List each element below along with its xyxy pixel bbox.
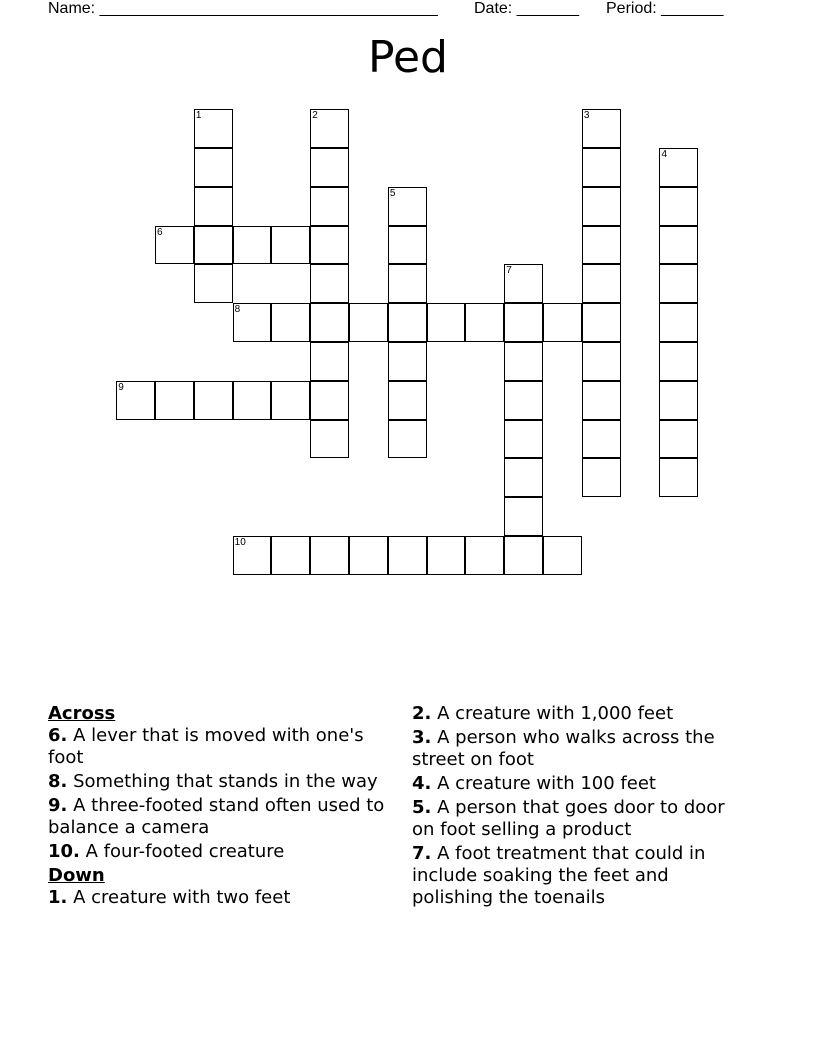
clue-number: 9 [118,381,124,393]
grid-cell[interactable] [388,187,427,226]
grid-cell[interactable] [504,303,543,342]
grid-cell[interactable] [582,420,621,459]
clue-item [412,703,752,725]
clue-text: A foot treatment that could in include soaking the feet and polishing the toenails [412,843,706,908]
grid-cell[interactable] [310,264,349,303]
grid-cell[interactable] [388,536,427,575]
grid-cell[interactable] [194,148,233,187]
clue-number: 8 [234,304,241,316]
grid-cell[interactable] [659,226,698,265]
grid-cell[interactable] [194,226,233,265]
grid-cell[interactable] [582,226,621,265]
grid-cell[interactable] [194,187,233,226]
grid-cell[interactable] [582,303,621,342]
grid-cell[interactable] [388,264,427,303]
down-heading: Down [48,865,105,886]
clue-text: A creature with 1,000 feet [437,703,674,724]
grid-cell[interactable] [310,303,349,342]
clue-item [412,797,752,841]
clue-text: A three-footed stand often used to balance a camera [48,795,385,838]
grid-cell[interactable] [582,187,621,226]
grid-cell[interactable] [388,303,427,342]
grid-cell[interactable] [582,148,621,187]
clue-number: 2 [312,110,318,122]
grid-cell[interactable] [310,381,349,420]
grid-cell[interactable] [659,458,698,497]
grid-cell[interactable] [504,420,543,459]
grid-cell[interactable] [349,536,388,575]
clue-item [48,841,388,863]
clue-number: 5 [389,187,396,199]
grid-cell[interactable] [582,109,621,148]
grid-cell[interactable] [233,226,272,265]
grid-cell[interactable] [659,342,698,381]
grid-cell[interactable] [388,226,427,265]
grid-cell[interactable] [155,226,194,265]
grid-cell[interactable] [310,148,349,187]
grid-cell[interactable] [349,303,388,342]
grid-cell[interactable] [271,381,310,420]
across-heading: Across [48,703,116,724]
grid-cell[interactable] [233,303,272,342]
grid-cell[interactable] [504,342,543,381]
grid-cell[interactable] [465,303,504,342]
clues-right-column [412,703,752,911]
clue-num: 4. [412,773,432,794]
clue-num: 9. [48,795,68,816]
clue-number: 1 [195,110,202,122]
grid-cell[interactable] [427,303,466,342]
grid-cell[interactable] [388,381,427,420]
clue-num: 3. [412,727,432,748]
clue-num: 1. [48,887,68,908]
grid-cell[interactable] [116,381,155,420]
clue-text: A person who walks across the street on foot [412,727,715,770]
grid-cell[interactable] [310,536,349,575]
clue-text: A creature with 100 feet [437,773,656,794]
clues-left-column [48,703,388,911]
clue-num: 6. [48,725,68,746]
across-clues [48,725,388,863]
clue-number: 6 [157,226,163,238]
grid-cell[interactable] [543,536,582,575]
name-field[interactable]: Name: ______________________________________ [48,0,438,17]
grid-cell[interactable] [504,264,543,303]
down-clues-part1 [48,887,388,909]
grid-cell[interactable] [427,536,466,575]
clue-num: 5. [412,797,432,818]
clue-text: Something that stands in the way [73,771,378,792]
clue-text: A creature with two feet [73,887,291,908]
grid-cell[interactable] [504,536,543,575]
grid-cell[interactable] [194,381,233,420]
clue-item [48,771,388,793]
grid-cell[interactable] [543,303,582,342]
grid-cell[interactable] [310,187,349,226]
clue-number: 4 [661,149,667,161]
grid-cell[interactable] [194,109,233,148]
grid-cell[interactable] [582,342,621,381]
grid-cell[interactable] [582,381,621,420]
clue-number: 10 [234,537,246,549]
clue-item [48,725,388,769]
clue-num: 8. [48,771,68,792]
grid-cell[interactable] [582,458,621,497]
grid-cell[interactable] [659,303,698,342]
clue-text: A four-footed creature [85,841,285,862]
grid-cell[interactable] [659,420,698,459]
clue-text: A lever that is moved with one's foot [48,725,364,768]
grid-cell[interactable] [388,420,427,459]
clue-item [48,795,388,839]
grid-cell[interactable] [233,536,272,575]
grid-cell[interactable] [271,226,310,265]
grid-cell[interactable] [659,148,698,187]
grid-cell[interactable] [271,536,310,575]
grid-cell[interactable] [310,226,349,265]
clue-num: 10. [48,841,80,862]
grid-cell[interactable] [504,458,543,497]
clue-item [48,887,388,909]
clue-item [412,843,752,909]
grid-cell[interactable] [504,497,543,536]
grid-cell[interactable] [233,381,272,420]
clue-text: A person that goes door to door on foot selling a product [412,797,725,840]
grid-cell[interactable] [310,342,349,381]
clue-number: 3 [583,110,590,122]
grid-cell[interactable] [271,303,310,342]
clue-num: 7. [412,843,432,864]
grid-cell[interactable] [659,187,698,226]
clue-item [412,773,752,795]
grid-cell[interactable] [659,264,698,303]
clue-number: 7 [506,265,512,277]
period-field[interactable]: Period: _______ [606,0,724,17]
clue-item [412,727,752,771]
date-field[interactable]: Date: _______ [474,0,579,17]
clue-num: 2. [412,703,432,724]
grid-cell[interactable] [504,381,543,420]
grid-cell[interactable] [388,342,427,381]
grid-cell[interactable] [155,381,194,420]
grid-cell[interactable] [310,109,349,148]
down-clues-part2 [412,703,752,909]
page-title: Ped [368,32,448,83]
grid-cell[interactable] [465,536,504,575]
grid-cell[interactable] [659,381,698,420]
grid-cell[interactable] [194,264,233,303]
grid-cell[interactable] [310,420,349,459]
grid-cell[interactable] [582,264,621,303]
